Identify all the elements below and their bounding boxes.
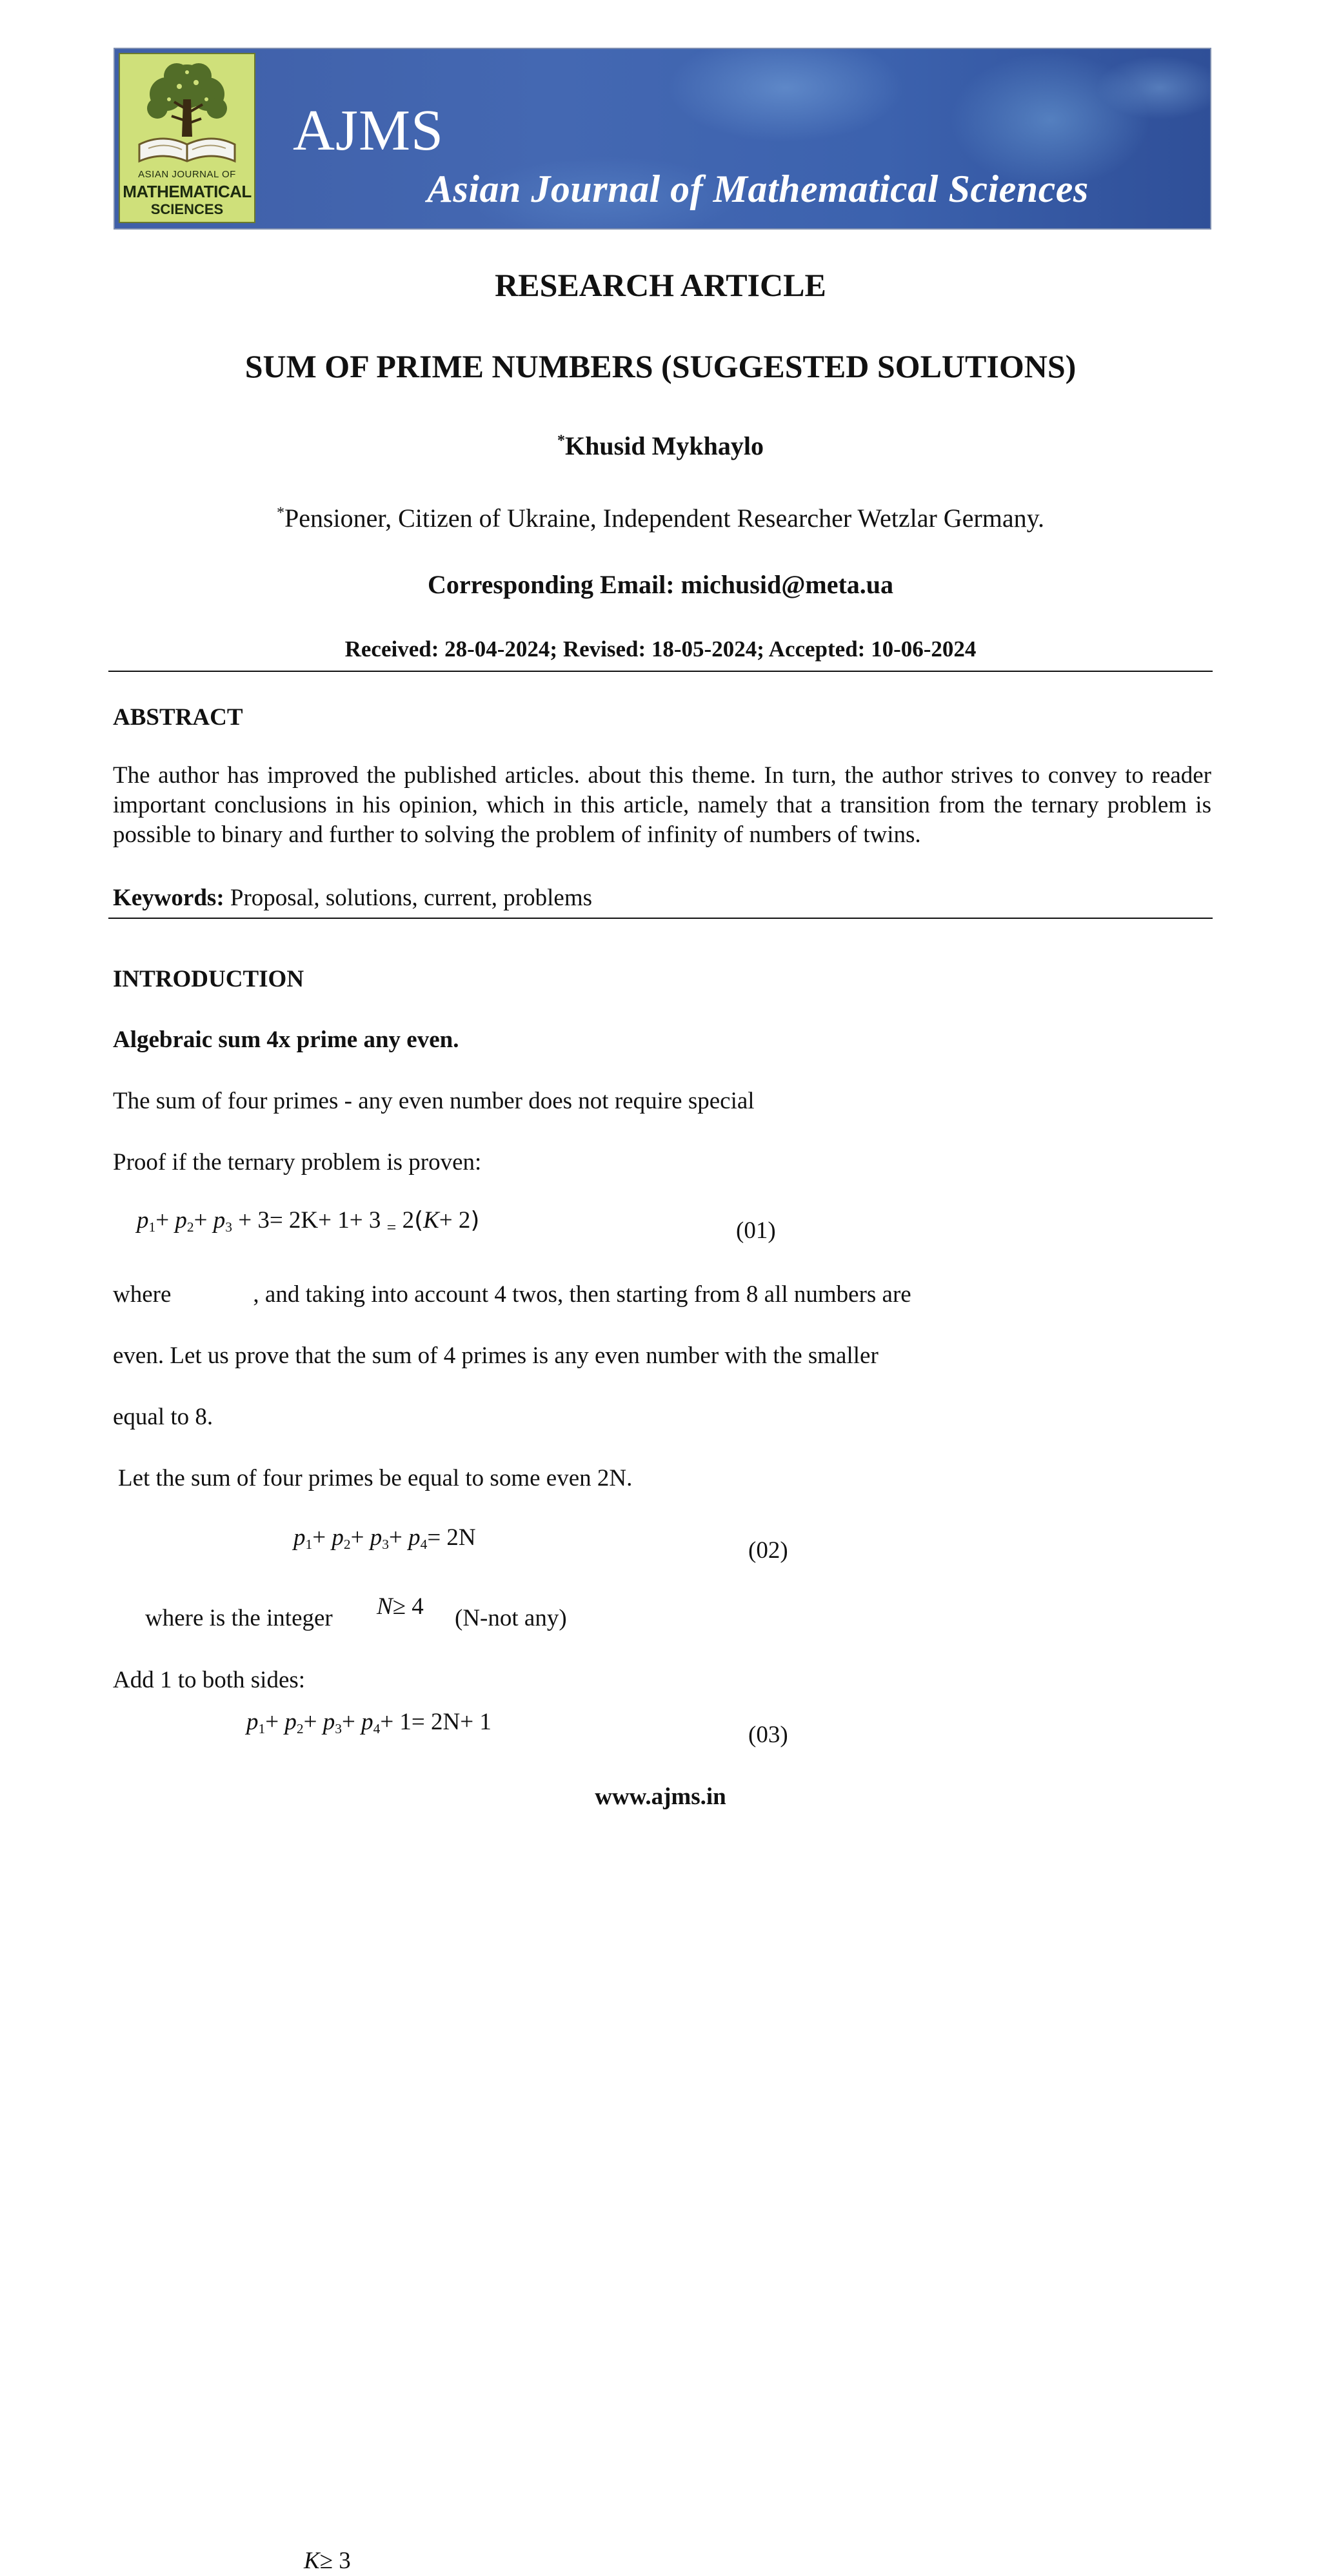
logo-text-line3: SCIENCES (150, 201, 224, 217)
k-symbol: K (304, 2548, 320, 2574)
paper-title: SUM OF PRIME NUMBERS (SUGGESTED SOLUTIONS) (244, 348, 1077, 384)
paragraph: The sum of four primes - any even number does not require special (113, 1088, 755, 1114)
paragraph: Let the sum of four primes be equal to some even 2N. (118, 1465, 633, 1491)
section-subheading: Algebraic sum 4x prime any even. (113, 1027, 459, 1053)
logo-text-line2: MATHEMATICAL (123, 182, 252, 201)
paragraph: Proof if the ternary problem is proven: (113, 1149, 482, 1175)
n-note: (N-not any) (455, 1605, 567, 1631)
author-name: Khusid Mykhaylo (565, 431, 764, 460)
paragraph: equal to 8. (113, 1404, 214, 1430)
affiliation-line (0, 503, 1321, 533)
logo-text-line1: ASIAN JOURNAL OF (138, 169, 236, 180)
paragraph: even. Let us prove that the sum of 4 primes is any even number with the smaller (113, 1342, 879, 1369)
introduction-heading: INTRODUCTION (113, 966, 304, 992)
paragraph: Add 1 to both sides: (113, 1667, 306, 1693)
divider-bottom (108, 918, 1213, 919)
tree-book-icon (120, 54, 254, 170)
abstract-heading: ABSTRACT (113, 704, 243, 731)
keywords-line (113, 883, 592, 913)
article-type: RESEARCH ARTICLE (495, 267, 826, 303)
equation-03: $p_1+ p_2+ p_3+ p_4+ 1= 2N+ 1$ (246, 1709, 492, 1736)
paragraph (145, 1604, 333, 1633)
n-inequality: ≥ 4 (392, 1593, 424, 1620)
n-condition (377, 1593, 424, 1620)
equation-01: $p_1+ p_2+ p_3 + 3= 2K+ 1+ 3$ $_=$ 2(K+ 2) (137, 1207, 480, 1237)
affiliation-mark: * (276, 504, 284, 522)
footer-url[interactable]: www.ajms.in (595, 1784, 726, 1810)
paragraph-continuation: , and taking into account 4 twos, then starting from 8 all numbers are (253, 1281, 911, 1308)
equation-number-02: (02) (748, 1537, 788, 1564)
corresponding-email: Corresponding Email: michusid@meta.ua (427, 570, 894, 599)
keywords-label: Keywords: (113, 885, 224, 911)
equation-number-01: (01) (736, 1217, 776, 1244)
n-symbol: N (377, 1593, 393, 1620)
submission-dates: Received: 28-04-2024; Revised: 18-05-2024; Accepted: 10-06-2024 (344, 636, 977, 662)
journal-name: Asian Journal of Mathematical Sciences (427, 168, 1089, 210)
k-condition (304, 2546, 351, 2576)
journal-logo (119, 53, 255, 223)
author-mark: * (557, 432, 566, 449)
journal-abbreviation: AJMS (293, 99, 444, 162)
divider-top (108, 671, 1213, 672)
journal-banner (114, 48, 1211, 230)
equation-number-03: (03) (748, 1722, 788, 1748)
k-inequality: ≥ 3 (319, 2548, 351, 2574)
where-integer-text: where is the integer (145, 1605, 333, 1631)
keywords-value: Proposal, solutions, current, problems (224, 885, 593, 911)
author-line (0, 431, 1321, 461)
abstract-text: The author has improved the published articles. about this theme. In turn, the author strives to convey to reader important conclusions in his opinion, which in this article, namely that a transition from the ternary problem is possible to binary and further to solving the problem of infinity of numbers of twins. (113, 762, 1211, 848)
equation-02: $p_1+ p_2+ p_3+ p_4= 2N$ (293, 1524, 476, 1552)
affiliation: Pensioner, Citizen of Ukraine, Independent Researcher Wetzlar Germany. (284, 504, 1045, 533)
where-text: where (113, 1281, 172, 1308)
